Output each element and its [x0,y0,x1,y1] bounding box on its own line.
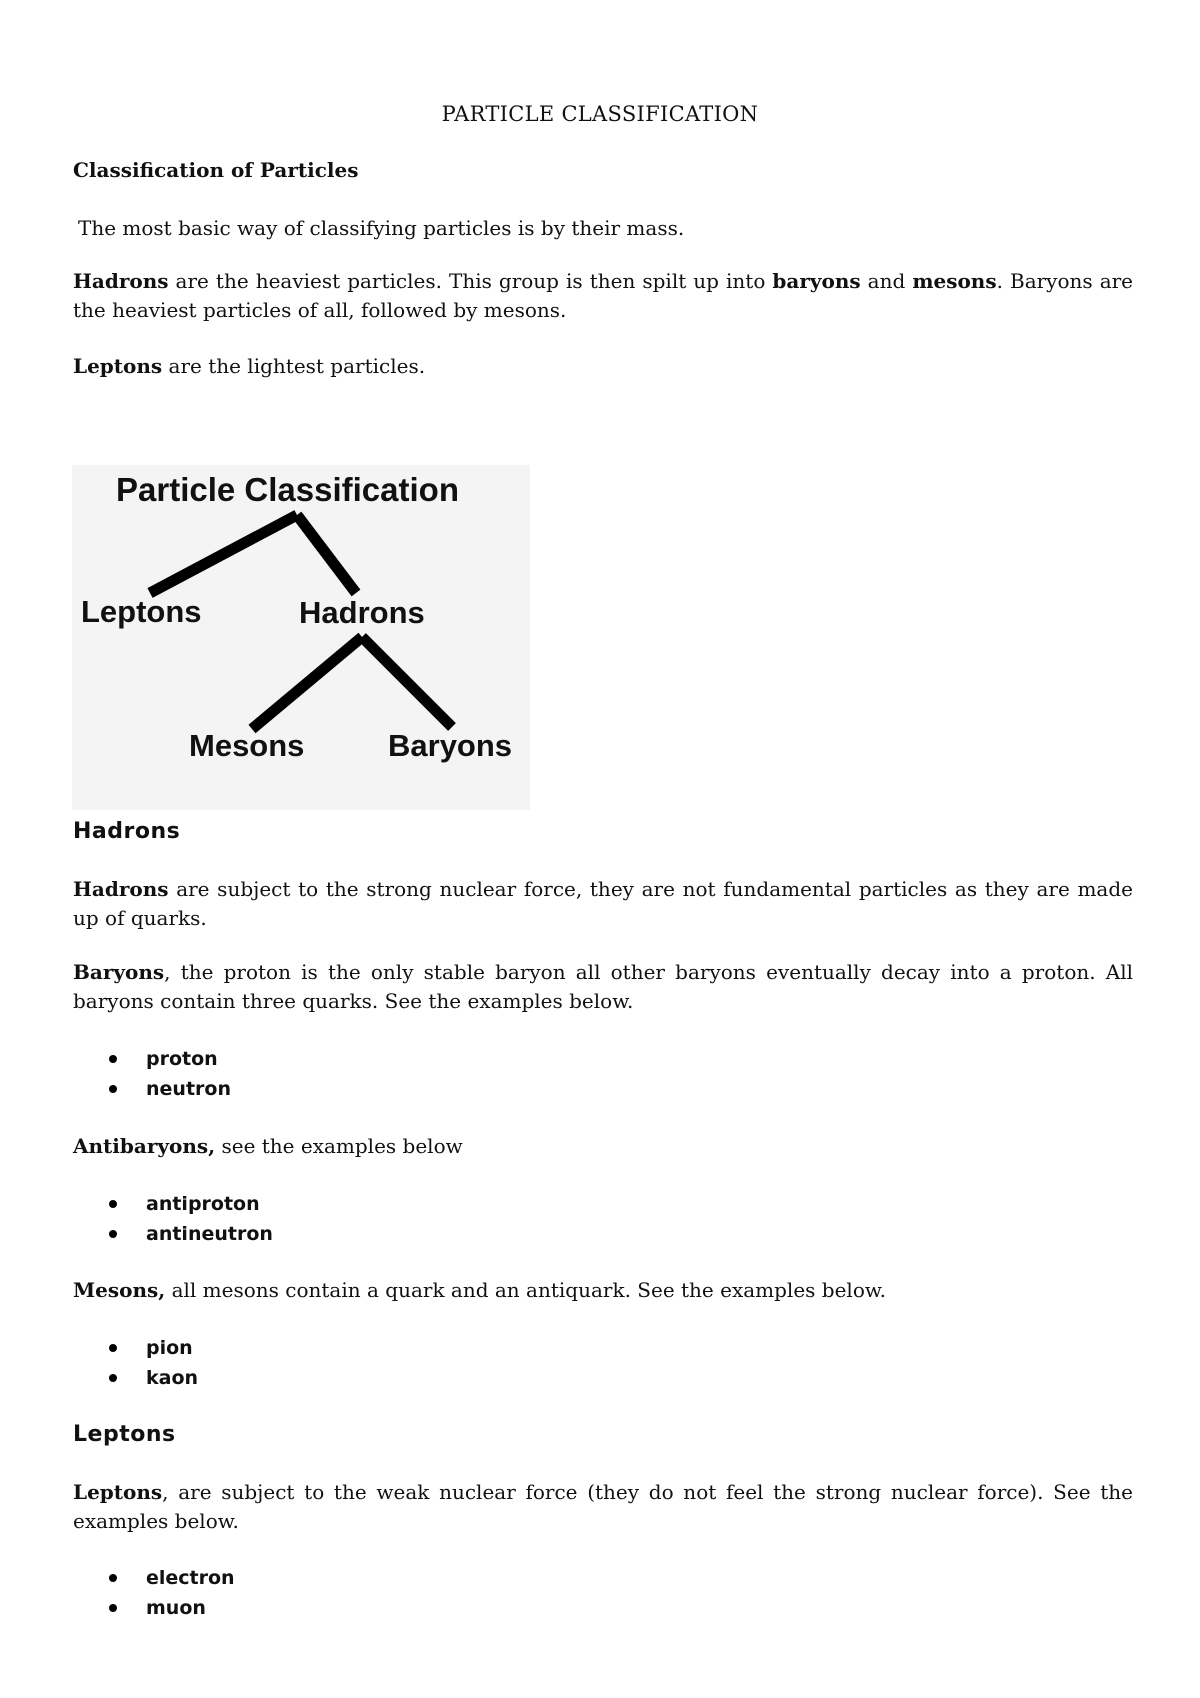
bullet-icon [109,1344,117,1352]
list-item: pion [73,1333,198,1363]
hadrons-intro-paragraph: Hadrons are the heaviest particles. This group is then spilt up into baryons and mesons. Baryons are the heaviest particles of all, followed by mesons. [73,269,1134,322]
list-item: kaon [73,1363,198,1393]
diagram-root-label: Particle Classification [116,471,459,508]
baryons-term: baryons [772,269,861,293]
diagram-leptons-label: Leptons [81,594,202,629]
tree-branch-hadrons-baryons [362,637,452,727]
list-item: antineutron [73,1219,273,1249]
antibaryons-list [73,1189,273,1249]
diagram-hadrons-label: Hadrons [299,595,425,630]
tree-branch-root-leptons [150,515,297,593]
antibaryons-paragraph: Antibaryons, see the examples below [73,1134,463,1158]
leptons-paragraph: Leptons, are subject to the weak nuclear force (they do not feel the strong nuclear force). See the examples below. [73,1480,1133,1533]
tree-branch-root-hadrons [297,515,356,593]
leptons-heading: Leptons [73,1422,176,1447]
bullet-icon [109,1085,117,1093]
baryons-list [73,1044,231,1104]
page-title: PARTICLE CLASSIFICATION [441,102,759,126]
mesons-list [73,1333,198,1393]
bullet-icon [109,1604,117,1612]
bullet-icon [109,1230,117,1238]
list-item: muon [73,1593,235,1623]
leptons-list [73,1563,235,1623]
mesons-term: mesons [912,269,997,293]
tree-branch-hadrons-mesons [252,637,362,729]
bullet-icon [109,1374,117,1382]
bullet-icon [109,1574,117,1582]
bullet-icon [109,1055,117,1063]
diagram-baryons-label: Baryons [388,728,513,763]
diagram-mesons-label: Mesons [189,728,305,763]
leptons-intro-paragraph: Leptons are the lightest particles. [73,354,426,378]
list-item: neutron [73,1074,231,1104]
leptons-term: Leptons [73,354,163,378]
list-item: electron [73,1563,235,1593]
baryons-paragraph: Baryons, the proton is the only stable baryon all other baryons eventually decay into a proton. All baryons contain three quarks. See the examples below. [73,960,1133,1013]
list-item: antiproton [73,1189,273,1219]
section-subheading: Classification of Particles [73,158,359,182]
hadrons-term: Hadrons [73,269,169,293]
hadrons-heading: Hadrons [73,819,181,844]
hadrons-paragraph: Hadrons are subject to the strong nuclear force, they are not fundamental particles as they are made up of quarks. [73,877,1133,930]
intro-paragraph: The most basic way of classifying particles is by their mass. [78,216,685,240]
particle-classification-diagram [72,465,530,810]
list-item: proton [73,1044,231,1074]
mesons-paragraph: Mesons, all mesons contain a quark and an antiquark. See the examples below. [73,1278,886,1302]
bullet-icon [109,1200,117,1208]
